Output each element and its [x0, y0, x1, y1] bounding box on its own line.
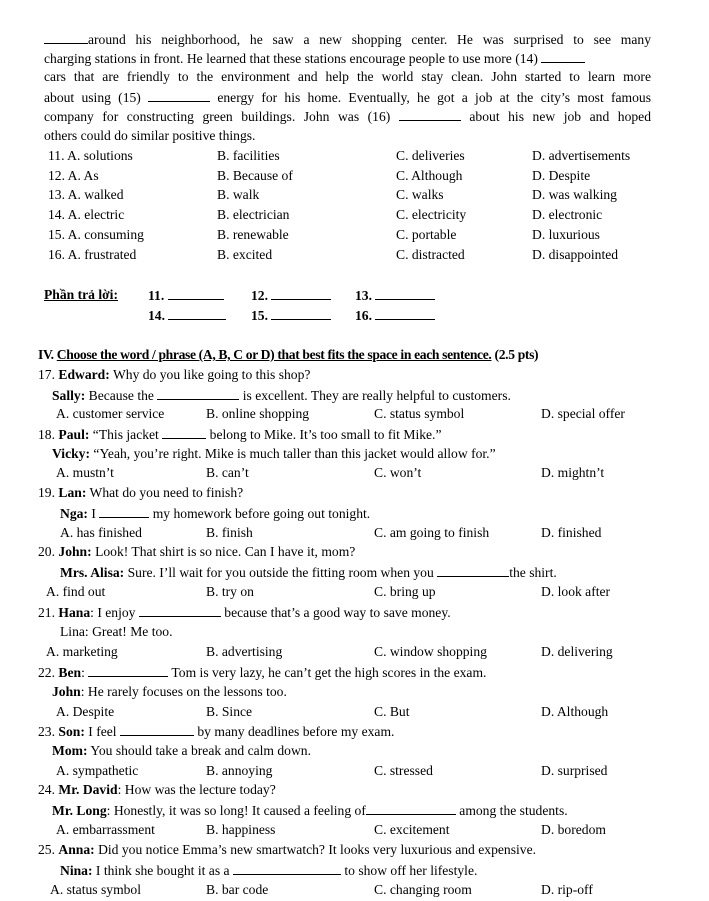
speaker: Sally: — [52, 388, 86, 403]
option-a: A. has finished — [60, 525, 142, 540]
answer-blank — [437, 564, 509, 577]
passage-line-2: charging stations in front. He learned that these stations encourage people to use more (14) — [44, 50, 585, 67]
option-a: 15. A. consuming — [48, 227, 144, 242]
option-a: A. sympathetic — [56, 763, 139, 778]
speaker: Mr. David — [58, 782, 118, 797]
option-d: D. Although — [541, 704, 609, 719]
reply-17: Sally: Because the is excellent. They are really helpful to customers. — [52, 388, 511, 403]
option-a: A. mustn’t — [56, 465, 114, 480]
option-c: C. But — [374, 704, 410, 719]
option-b: B. try on — [206, 584, 254, 599]
speaker: John — [52, 684, 81, 699]
option-b: B. happiness — [206, 822, 276, 837]
option-d: D. look after — [541, 584, 611, 599]
speaker: Lan: — [58, 485, 87, 500]
answer-blank — [233, 862, 341, 875]
option-d: D. was walking — [532, 187, 617, 202]
answer-blank — [44, 31, 88, 44]
option-b: B. renewable — [217, 227, 289, 242]
option-b: B. can’t — [206, 465, 249, 480]
answer-blank — [139, 604, 221, 617]
option-d: D. special offer — [541, 406, 625, 421]
option-c: C. walks — [396, 187, 444, 202]
option-d: D. rip-off — [541, 882, 593, 897]
answer-blank — [162, 426, 206, 439]
reply-22: John: He rarely focuses on the lessons too. — [52, 684, 287, 699]
answer-blank — [366, 802, 456, 815]
speaker: Anna: — [58, 842, 95, 857]
option-c: C. won’t — [374, 465, 422, 480]
answer-blank — [120, 723, 194, 736]
question-17: 17. Edward: Why do you like going to this shop? — [38, 367, 311, 382]
option-a: A. customer service — [56, 406, 165, 421]
reply-19: Nga: I my homework before going out tonight. — [60, 506, 371, 521]
option-a: A. Despite — [56, 704, 115, 719]
option-a: A. embarrassment — [56, 822, 155, 837]
option-b: B. excited — [217, 247, 273, 262]
option-a: 13. A. walked — [48, 187, 124, 202]
passage-line-5: company for constructing green buildings. John was (16) about his new job and hoped — [44, 109, 652, 124]
answer-slot[interactable]: 13. — [355, 287, 435, 304]
question-23: 23. Son: I feel by many deadlines before my exam. — [38, 724, 395, 739]
speaker: Paul: — [58, 427, 90, 442]
question-19: 19. Lan: What do you need to finish? — [38, 485, 244, 500]
answer-blank — [399, 108, 461, 121]
question-18: 18. Paul: “This jacket belong to Mike. It’s too small to fit Mike.” — [38, 427, 442, 442]
speaker: Mom: — [52, 743, 88, 758]
passage-line-1: around his neighborhood, he saw a new shopping center. He was surprised to see many — [44, 31, 651, 48]
answer-slot[interactable]: 12. — [251, 287, 331, 304]
option-b: B. walk — [217, 187, 260, 202]
question-25: 25. Anna: Did you notice Emma’s new smartwatch? It looks very luxurious and expensive. — [38, 842, 536, 857]
option-c: C. deliveries — [396, 148, 465, 163]
option-c: C. changing room — [374, 882, 472, 897]
option-d: D. mightn’t — [541, 465, 605, 480]
speaker: Edward: — [58, 367, 110, 382]
speaker: Ben — [58, 665, 82, 680]
option-a: A. marketing — [46, 644, 118, 659]
speaker: Mrs. Alisa: — [60, 565, 125, 580]
option-b: B. annoying — [206, 763, 273, 778]
answer-slot[interactable]: 11. — [148, 287, 224, 304]
option-d: D. finished — [541, 525, 602, 540]
reply-23: Mom: You should take a break and calm down. — [52, 743, 311, 758]
passage-line-3: cars that are friendly to the environment and help the world stay clean. John started to learn more — [44, 69, 651, 84]
option-c: C. electricity — [396, 207, 467, 222]
option-c: C. window shopping — [374, 644, 487, 659]
option-c: C. am going to finish — [374, 525, 490, 540]
option-b: B. Since — [206, 704, 253, 719]
answer-blank — [541, 50, 585, 63]
option-d: D. electronic — [532, 207, 603, 222]
reply-24: Mr. Long: Honestly, it was so long! It caused a feeling of among the students. — [52, 803, 568, 818]
option-b: B. advertising — [206, 644, 283, 659]
reply-21: Lina: Great! Me too. — [60, 624, 173, 639]
speaker: Son: — [58, 724, 85, 739]
question-24: 24. Mr. David: How was the lecture today? — [38, 782, 276, 797]
answer-label: Phần trả lời: — [44, 287, 118, 302]
reply-25: Nina: I think she bought it as a to show off her lifestyle. — [60, 863, 478, 878]
speaker: Vicky: — [52, 446, 91, 461]
speaker: John: — [58, 544, 92, 559]
option-c: C. distracted — [396, 247, 465, 262]
reply-20: Mrs. Alisa: Sure. I’ll wait for you outside the fitting room when you the shirt. — [60, 565, 557, 580]
passage-line-4: about using (15) energy for his home. Eventually, he got a job at the city’s most famous — [44, 90, 651, 105]
speaker: Mr. Long — [52, 803, 107, 818]
option-a: 14. A. electric — [48, 207, 125, 222]
speaker: Nina: — [60, 863, 93, 878]
speaker: Lina — [60, 624, 85, 639]
option-a: 12. A. As — [48, 168, 99, 183]
option-d: D. disappointed — [532, 247, 619, 262]
answer-slot[interactable]: 16. — [355, 307, 435, 324]
speaker: Hana — [58, 605, 91, 620]
option-d: D. delivering — [541, 644, 613, 659]
option-c: C. stressed — [374, 763, 433, 778]
option-c: C. excitement — [374, 822, 450, 837]
option-d: D. surprised — [541, 763, 608, 778]
question-21: 21. Hana: I enjoy because that’s a good way to save money. — [38, 605, 451, 620]
option-b: B. bar code — [206, 882, 269, 897]
option-b: B. online shopping — [206, 406, 310, 421]
question-22: 22. Ben: Tom is very lazy, he can’t get the high scores in the exam. — [38, 665, 487, 680]
answer-slot[interactable]: 14. — [148, 307, 226, 324]
option-b: B. electrician — [217, 207, 290, 222]
option-a: A. status symbol — [50, 882, 142, 897]
answer-blank — [157, 387, 239, 400]
option-c: C. status symbol — [374, 406, 465, 421]
option-c: C. bring up — [374, 584, 436, 599]
question-20: 20. John: Look! That shirt is so nice. Can I have it, mom? — [38, 544, 356, 559]
option-c: C. portable — [396, 227, 457, 242]
answer-blank — [99, 505, 149, 518]
option-b: B. finish — [206, 525, 253, 540]
section-heading: IV. Choose the word / phrase (A, B, C or D) that best fits the space in each sentence. (2.5 pts) — [38, 347, 539, 362]
option-a: 11. A. solutions — [48, 148, 133, 163]
option-a: 16. A. frustrated — [48, 247, 137, 262]
option-b: B. Because of — [217, 168, 293, 183]
option-d: D. Despite — [532, 168, 591, 183]
option-d: D. advertisements — [532, 148, 631, 163]
option-d: D. luxurious — [532, 227, 600, 242]
answer-slot[interactable]: 15. — [251, 307, 331, 324]
answer-blank — [88, 664, 168, 677]
speaker: Nga: — [60, 506, 88, 521]
option-a: A. find out — [46, 584, 106, 599]
reply-18: Vicky: “Yeah, you’re right. Mike is much taller than this jacket would allow for.” — [52, 446, 496, 461]
passage-line-6: others could do similar positive things. — [44, 128, 256, 143]
option-d: D. boredom — [541, 822, 606, 837]
answer-blank — [148, 89, 210, 102]
option-b: B. facilities — [217, 148, 280, 163]
option-c: C. Although — [396, 168, 463, 183]
